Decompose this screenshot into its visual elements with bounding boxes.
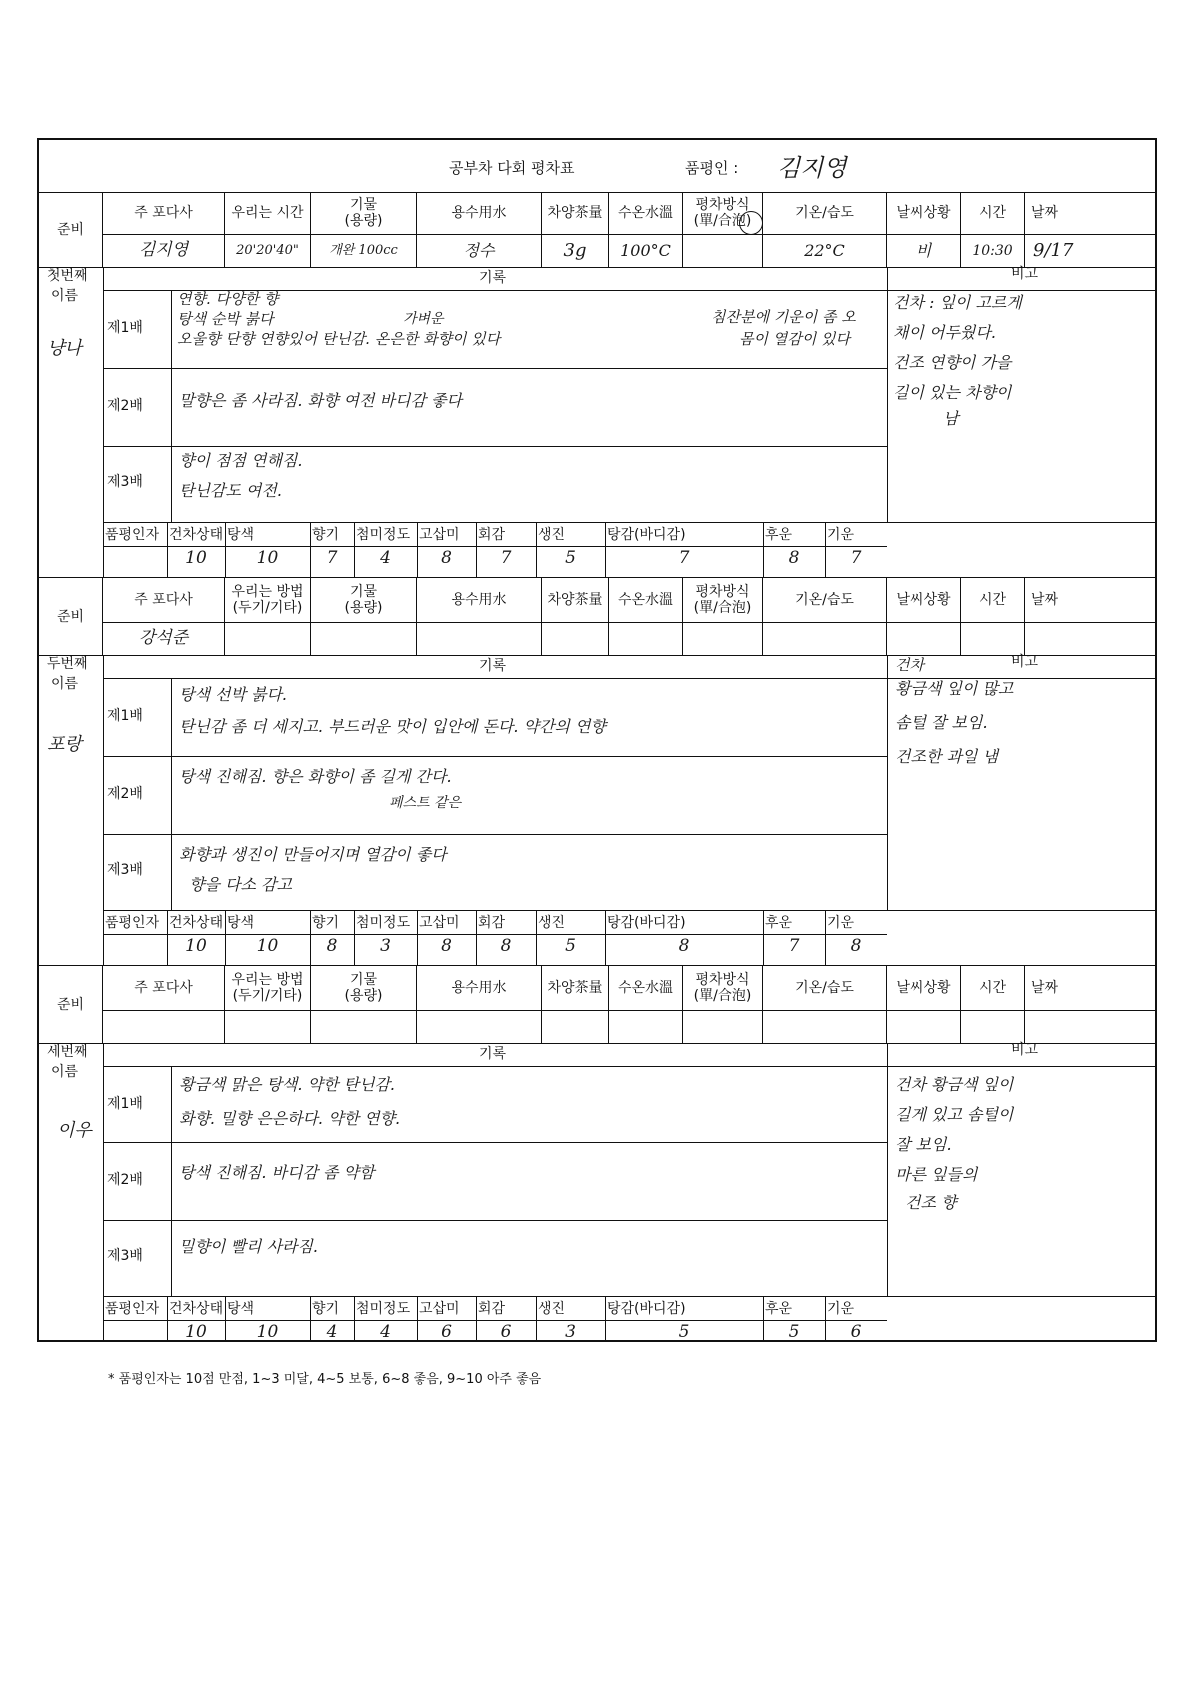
score-value: 10 [185, 936, 207, 956]
circle-mark-icon [739, 211, 763, 235]
session-1 [39, 268, 1155, 578]
water-temp-header: 수온水溫 [609, 966, 683, 1010]
score-header: 향기 [312, 915, 340, 931]
infusion2-note: 말향은 좀 사라짐. 화향 여전 바디감 좋다 [179, 391, 462, 410]
score-header: 회감 [478, 1301, 506, 1317]
score-header: 생진 [538, 1301, 566, 1317]
footnote: * 품평인자는 10점 만점, 1~3 미달, 4~5 보통, 6~8 좋음, 9~10 아주 좋음 [108, 1372, 542, 1387]
score-header: 기운 [827, 1301, 855, 1317]
record-header: 기록 [479, 1046, 507, 1062]
tea-amount-header: 차양茶量 [542, 966, 609, 1010]
infusion3-note-2: 탄닌감도 여전. [179, 481, 282, 500]
remarks-header: 비고 [1011, 266, 1039, 282]
prep-block-2 [39, 578, 1155, 656]
session-order: 두번째 [47, 656, 88, 672]
infusion1-note-2: 탕색 순박 붉다 [177, 310, 274, 328]
time-header: 시간 [961, 966, 1025, 1010]
remark-line: 건차 : 잎이 고르게 [893, 293, 1022, 312]
tea-name: 포랑 [47, 734, 82, 755]
infusion1-note-1: 연향. 다양한 향 [177, 290, 279, 308]
water-header: 용수用水 [417, 966, 542, 1010]
vessel-header: 기물 (용량) [311, 578, 417, 622]
tea-name: 이우 [57, 1120, 92, 1141]
tea-amount-value: 3g [542, 234, 609, 268]
brew-time-header: 우리는 시간 [225, 192, 311, 234]
infusion2-note: 탕색 진해짐. 바디감 좀 약함 [179, 1163, 375, 1182]
score-header: 고삽미 [419, 915, 460, 931]
tea-name: 냥나 [47, 338, 82, 359]
tea-amount-header: 차양茶量 [542, 192, 609, 234]
prep-label: 준비 [39, 192, 103, 268]
score-value: 4 [380, 1322, 391, 1342]
score-value: 8 [500, 936, 512, 956]
remark-line: 건차 황금색 잎이 [895, 1075, 1014, 1094]
remarks-header: 비고 [1011, 654, 1039, 670]
infusion2-label: 제2배 [107, 398, 143, 414]
infusion1-label: 제1배 [107, 708, 143, 724]
temp-humidity-header: 기온/습도 [763, 966, 887, 1010]
water-temp-header: 수온水溫 [609, 578, 683, 622]
score-value: 5 [788, 1322, 800, 1342]
score-table-3 [103, 1296, 887, 1342]
infusion1-label: 제1배 [107, 320, 143, 336]
score-value: 3 [565, 1322, 576, 1342]
score-value: 5 [565, 548, 576, 568]
infusion1-note-2: 화향. 밀향 은은하다. 약한 연향. [179, 1109, 401, 1128]
score-header: 첨미정도 [356, 527, 411, 543]
score-value: 6 [500, 1322, 512, 1342]
vessel-header: 기물 (용량) [311, 966, 417, 1010]
prep-label: 준비 [39, 966, 103, 1044]
record-header: 기록 [479, 270, 507, 286]
tea-amount-header: 차양茶量 [542, 578, 609, 622]
title-row [39, 140, 1155, 193]
score-header: 기운 [827, 527, 855, 543]
remark-line: 남 [943, 409, 959, 428]
prep-label: 준비 [39, 578, 103, 656]
score-header: 후운 [765, 915, 793, 931]
infusion2-note-1: 탕색 진해짐. 향은 화향이 좀 길게 간다. [179, 767, 452, 786]
infusion3-label: 제3배 [107, 474, 143, 490]
host-header: 주 포다사 [103, 192, 225, 234]
tea-evaluation-sheet [37, 138, 1157, 1342]
brew-method-header: 우리는 방법 (두기/기타) [225, 578, 311, 622]
infusion3-label: 제3배 [107, 862, 143, 878]
remark-line: 길이 있는 차향이 [893, 383, 1012, 402]
score-value: 5 [678, 1322, 690, 1342]
vessel-value: 개완 100cc [311, 234, 417, 268]
form-title: 공부차 다회 평차표 [449, 159, 575, 177]
weather-header: 날씨상황 [887, 966, 961, 1010]
score-header: 고삽미 [419, 527, 460, 543]
infusion3-note-1: 화향과 생진이 만들어지며 열감이 좋다 [179, 845, 447, 864]
date-value: 9/17 [1033, 239, 1074, 261]
score-header: 건차상태 [169, 1301, 224, 1317]
score-header: 첨미정도 [356, 915, 411, 931]
score-value: 4 [326, 1322, 338, 1342]
name-label: 이름 [51, 676, 79, 692]
infusion2-label: 제2배 [107, 1172, 143, 1188]
remark-line: 황금색 잎이 많고 [895, 679, 1014, 698]
score-value: 8 [441, 936, 452, 956]
prep-block-1 [39, 192, 1155, 268]
brew-method-header: 우리는 방법 (두기/기타) [225, 966, 311, 1010]
water-header: 용수用水 [417, 192, 542, 234]
remark-line: 솜털 잘 보임. [895, 713, 988, 732]
time-header: 시간 [961, 192, 1025, 234]
score-value: 10 [256, 936, 279, 956]
score-header: 탕감(바디감) [607, 1301, 686, 1317]
water-temp-value: 100°C [609, 234, 683, 268]
remark-line: 채이 어두웠다. [893, 323, 996, 342]
score-header: 탕감(바디감) [607, 527, 686, 543]
score-header: 회감 [478, 527, 506, 543]
score-header: 생진 [538, 527, 566, 543]
prep-block-3 [39, 966, 1155, 1044]
score-header: 품평인자 [105, 915, 160, 931]
temp-humidity-value: 22°C [763, 234, 887, 268]
score-value: 7 [678, 548, 690, 568]
infusion2-label: 제2배 [107, 786, 143, 802]
score-header: 기운 [827, 915, 855, 931]
score-header: 탕색 [227, 1301, 255, 1317]
vessel-header: 기물 (용량) [311, 192, 417, 234]
host-header: 주 포다사 [103, 966, 225, 1010]
time-value: 10:30 [961, 234, 1025, 268]
score-header: 향기 [312, 527, 340, 543]
remark-line: 잘 보임. [895, 1135, 952, 1154]
session-order: 세번째 [47, 1044, 88, 1060]
host-header: 주 포다사 [103, 578, 225, 622]
water-value: 정수 [417, 234, 542, 268]
date-header: 날짜 [1031, 204, 1059, 221]
infusion1-note-2: 탄닌감 좀 더 세지고. 부드러운 맛이 입안에 돈다. 약간의 연향 [179, 717, 606, 736]
host-value: 김지영 [103, 234, 225, 268]
session-3 [39, 1044, 1155, 1342]
infusion3-label: 제3배 [107, 1248, 143, 1264]
score-header: 후운 [765, 527, 793, 543]
remark-line: 건조한 과일 냄 [895, 747, 998, 766]
water-temp-header: 수온水溫 [609, 192, 683, 234]
infusion1-note-1: 황금색 맑은 탕색. 약한 탄닌감. [179, 1075, 395, 1094]
score-value: 6 [850, 1322, 862, 1342]
evaluator-label: 품평인 : [685, 159, 739, 177]
score-value: 7 [788, 936, 800, 956]
infusion3-note-1: 향이 점점 연해짐. [179, 451, 303, 470]
infusion1-label: 제1배 [107, 1096, 143, 1112]
score-value: 8 [326, 936, 338, 956]
score-header: 첨미정도 [356, 1301, 411, 1317]
score-value: 8 [788, 548, 800, 568]
remark-line: 건차 [895, 656, 924, 674]
score-value: 10 [256, 548, 279, 568]
score-value: 8 [850, 936, 862, 956]
eval-method-value [683, 234, 763, 268]
infusion3-note-2: 향을 다소 감고 [189, 875, 292, 894]
infusion1-side-1: 침잔분에 기운이 좀 오 [711, 308, 856, 326]
score-value: 8 [678, 936, 690, 956]
remark-line: 건조 향 [905, 1193, 957, 1212]
score-header: 회감 [478, 915, 506, 931]
score-value: 5 [565, 936, 576, 956]
eval-method-header: 평차방식 (單/合泡) [683, 966, 763, 1010]
remark-line: 마른 잎들의 [895, 1165, 978, 1184]
remarks-header: 비고 [1011, 1042, 1039, 1058]
remark-line: 길게 있고 솜털이 [895, 1105, 1014, 1124]
time-header: 시간 [961, 578, 1025, 622]
score-header: 탕감(바디감) [607, 915, 686, 931]
score-table-2 [103, 910, 887, 966]
score-header: 고삽미 [419, 1301, 460, 1317]
weather-value: 비 [887, 234, 961, 268]
score-header: 건차상태 [169, 527, 224, 543]
infusion1-side-2: 몸이 열감이 있다 [739, 330, 850, 348]
score-value: 7 [850, 548, 862, 568]
score-value: 6 [441, 1322, 452, 1342]
weather-header: 날씨상황 [887, 192, 961, 234]
host-value: 강석준 [103, 622, 225, 656]
remark-line: 건조 연향이 가을 [893, 353, 1012, 372]
score-header: 생진 [538, 915, 566, 931]
score-value: 10 [185, 548, 207, 568]
date-header: 날짜 [1031, 591, 1059, 608]
score-header: 품평인자 [105, 527, 160, 543]
score-value: 10 [185, 1322, 207, 1342]
infusion1-note-1: 탕색 선박 붉다. [179, 685, 287, 704]
infusion1-note-3: 오울향 단향 연향있어 탄닌감. 온은한 화향이 있다 [177, 330, 501, 348]
eval-method-header: 평차방식 (單/合泡) [683, 192, 763, 234]
weather-header: 날씨상황 [887, 578, 961, 622]
score-value: 3 [380, 936, 391, 956]
score-value: 7 [500, 548, 512, 568]
record-header: 기록 [479, 658, 507, 674]
score-value: 8 [441, 548, 452, 568]
eval-method-header: 평차방식 (單/合泡) [683, 578, 763, 622]
infusion2-note-2: 페스트 같은 [389, 795, 462, 811]
score-header: 건차상태 [169, 915, 224, 931]
score-value: 10 [256, 1322, 279, 1342]
score-header: 품평인자 [105, 1301, 160, 1317]
score-header: 향기 [312, 1301, 340, 1317]
score-value: 7 [326, 548, 338, 568]
temp-humidity-header: 기온/습도 [763, 192, 887, 234]
session-2 [39, 656, 1155, 966]
date-header: 날짜 [1031, 979, 1059, 996]
session-order: 첫번째 [47, 268, 88, 284]
name-label: 이름 [51, 288, 79, 304]
infusion1-insert: 가벼운 [403, 311, 444, 327]
name-label: 이름 [51, 1064, 79, 1080]
brew-time-value: 20'20'40" [225, 234, 311, 268]
score-table-1 [103, 522, 887, 578]
temp-humidity-header: 기온/습도 [763, 578, 887, 622]
score-header: 탕색 [227, 527, 255, 543]
water-header: 용수用水 [417, 578, 542, 622]
score-value: 4 [380, 548, 391, 568]
evaluator-name: 김지영 [777, 154, 847, 182]
score-header: 탕색 [227, 915, 255, 931]
infusion3-note: 밀향이 빨리 사라짐. [179, 1237, 318, 1256]
score-header: 후운 [765, 1301, 793, 1317]
